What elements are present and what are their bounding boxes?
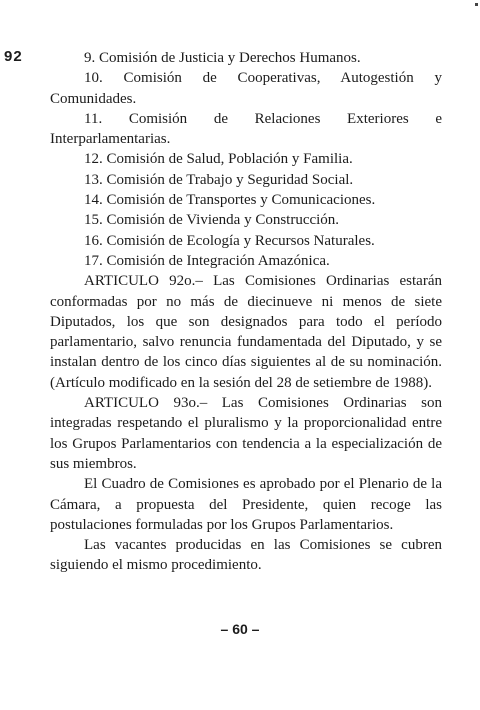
cuadro-comisiones-paragraph: El Cuadro de Comisiones es aprobado por el Plenario de la Cámara, a propuesta del Presidente, quien recoge las postulaciones formuladas por los Grupos Parlamentarios. [50,476,442,533]
list-item: 12. Comisión de Salud, Población y Familia. [84,151,353,168]
list-item: 17. Comisión de Integración Amazónica. [84,252,330,269]
article-93-paragraph: ARTICULO 93o.– Las Comisiones Ordinarias son integradas respetando el pluralismo y la proporcionalidad entre los Grupos Parlamentarios con tendencia a la especialización de sus miembros. [50,395,442,472]
list-item: 15. Comisión de Vivienda y Construcción. [84,212,340,229]
corner-mark [475,3,478,6]
page-footer-number: – 60 – [220,621,260,637]
article-92-paragraph: ARTICULO 92o.– Las Comisiones Ordinarias estarán conformadas por no más de diecinueve ni menos de siete Diputados, los que son designados para todo el período parlamentario, salvo renuncia fundamentada del Diputado, y se instalan dentro de los cinco días siguientes al de su nominación. (Artículo modificado en la sesión del 28 de setiembre de 1988). [50,273,442,391]
list-item: 9. Comisión de Justicia y Derechos Humanos. [84,50,361,66]
margin-page-number: 92 [4,48,23,65]
document-body [50,48,442,576]
vacantes-paragraph: Las vacantes producidas en las Comisiones se cubren siguiendo el mismo procedimiento. [50,537,442,574]
list-item: 14. Comisión de Transportes y Comunicaciones. [84,192,376,209]
list-item: 10. Comisión de Cooperativas, Autogestión y Comunidades. [50,70,442,107]
list-item: 16. Comisión de Ecología y Recursos Naturales. [84,232,375,249]
list-item: 13. Comisión de Trabajo y Seguridad Social. [84,171,354,188]
list-item: 11. Comisión de Relaciones Exteriores e Interparlamentarias. [50,110,442,148]
